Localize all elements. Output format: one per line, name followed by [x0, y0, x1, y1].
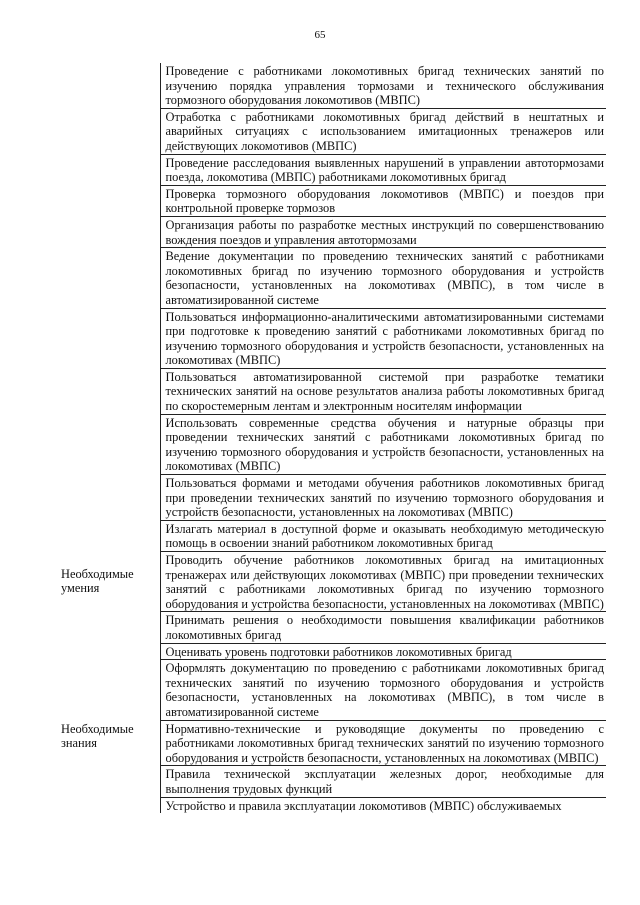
page-number: 65 [314, 29, 326, 41]
list-item: Принимать решения о необходимости повышения квалификации работников локомотивных бригад [161, 612, 607, 643]
row-label [58, 63, 160, 309]
list-item: Организация работы по разработке местных инструкций по совершенствованию вождения поездов и управления автотормозами [161, 217, 607, 248]
row-label-knowledge: Необходимые знания [61, 721, 134, 751]
list-item: Проведение расследования выявленных нарушений в управлении автотормозами поезда, локомотива (МВПС) работниками локомотивных бригад [161, 155, 607, 186]
list-item: Проводить обучение работников локомотивных бригад на имитационных тренажерах или действующих локомотивах (МВПС) при проведении технических занятий с работниками локомотивных бригад по изучению тормозного оборудования и устройства безопасности, установленных на локомотивах (МВПС) [161, 552, 607, 612]
list-item: Проверка тормозного оборудования локомотивов (МВПС) и поездов при контрольной проверке тормозов [161, 186, 607, 217]
row-content [160, 721, 606, 814]
row-content [160, 63, 606, 309]
list-item: Ведение документации по проведению технических занятий с работниками локомотивных бригад по изучению тормозного оборудования и устройств безопасности, установленных на локомотивах (МВПС), в том числе в автоматизированной системе [161, 248, 607, 308]
row-content [160, 309, 606, 721]
list-item: Пользоваться информационно-аналитическими автоматизированными системами при подготовке к проведению занятий с работниками локомотивных бригад по изучению тормозного оборудования и устройств безопасности, установленных на локомотивах (МВПС) [161, 309, 607, 369]
list-item: Пользоваться формами и методами обучения работников локомотивных бригад при проведении технических занятий по изучению тормозного оборудования и устройств безопасности, установленных на локомотивах (МВПС) [161, 475, 607, 521]
table-row-skills [58, 309, 606, 721]
list-item: Правила технической эксплуатации железных дорог, необходимые для выполнения трудовых функций [161, 766, 607, 797]
list-item: Отработка с работниками локомотивных бригад действий в нештатных и аварийных ситуациях с использованием имитационных тренажеров или действующих локомотивов (МВПС) [161, 109, 607, 155]
table-row-knowledge [58, 721, 606, 814]
list-item: Нормативно-технические и руководящие документы по проведению с работниками локомотивных бригад технических занятий по изучению тормозного оборудования и устройств безопасности, установленных на локомотивах (МВПС) [161, 721, 607, 767]
list-item: Устройство и правила эксплуатации локомотивов (МВПС) обслуживаемых [165, 798, 562, 813]
list-item: Проведение с работниками локомотивных бригад технических занятий по изучению порядка управления тормозами и технического обслуживания тормозного оборудования локомотивов (МВПС) [161, 63, 607, 109]
list-item: Оценивать уровень подготовки работников локомотивных бригад [161, 644, 607, 661]
table-row-labor-actions [58, 63, 606, 309]
list-item: Использовать современные средства обучения и натурные образцы при проведении технических занятий с работниками локомотивных бригад по изучению тормозного оборудования и устройств безопасности, установленных на локомотивах (МВПС) [161, 415, 607, 475]
list-item: Излагать материал в доступной форме и оказывать необходимую методическую помощь в освоении знаний работником локомотивных бригад [161, 521, 607, 552]
list-item: Оформлять документацию по проведению с работниками локомотивных бригад технических занятий по изучению тормозного оборудования и устройств безопасности, установленных на локомотивах (МВПС), в том числе в автоматизированной системе [161, 660, 607, 720]
row-label-skills: Необходимые умения [61, 566, 134, 596]
list-item: Пользоваться автоматизированной системой при разработке тематики технических занятий на основе результатов анализа работы локомотивных бригад по скоростемерным лентам и электронным носителям информации [161, 369, 607, 415]
qualification-table [58, 63, 606, 813]
